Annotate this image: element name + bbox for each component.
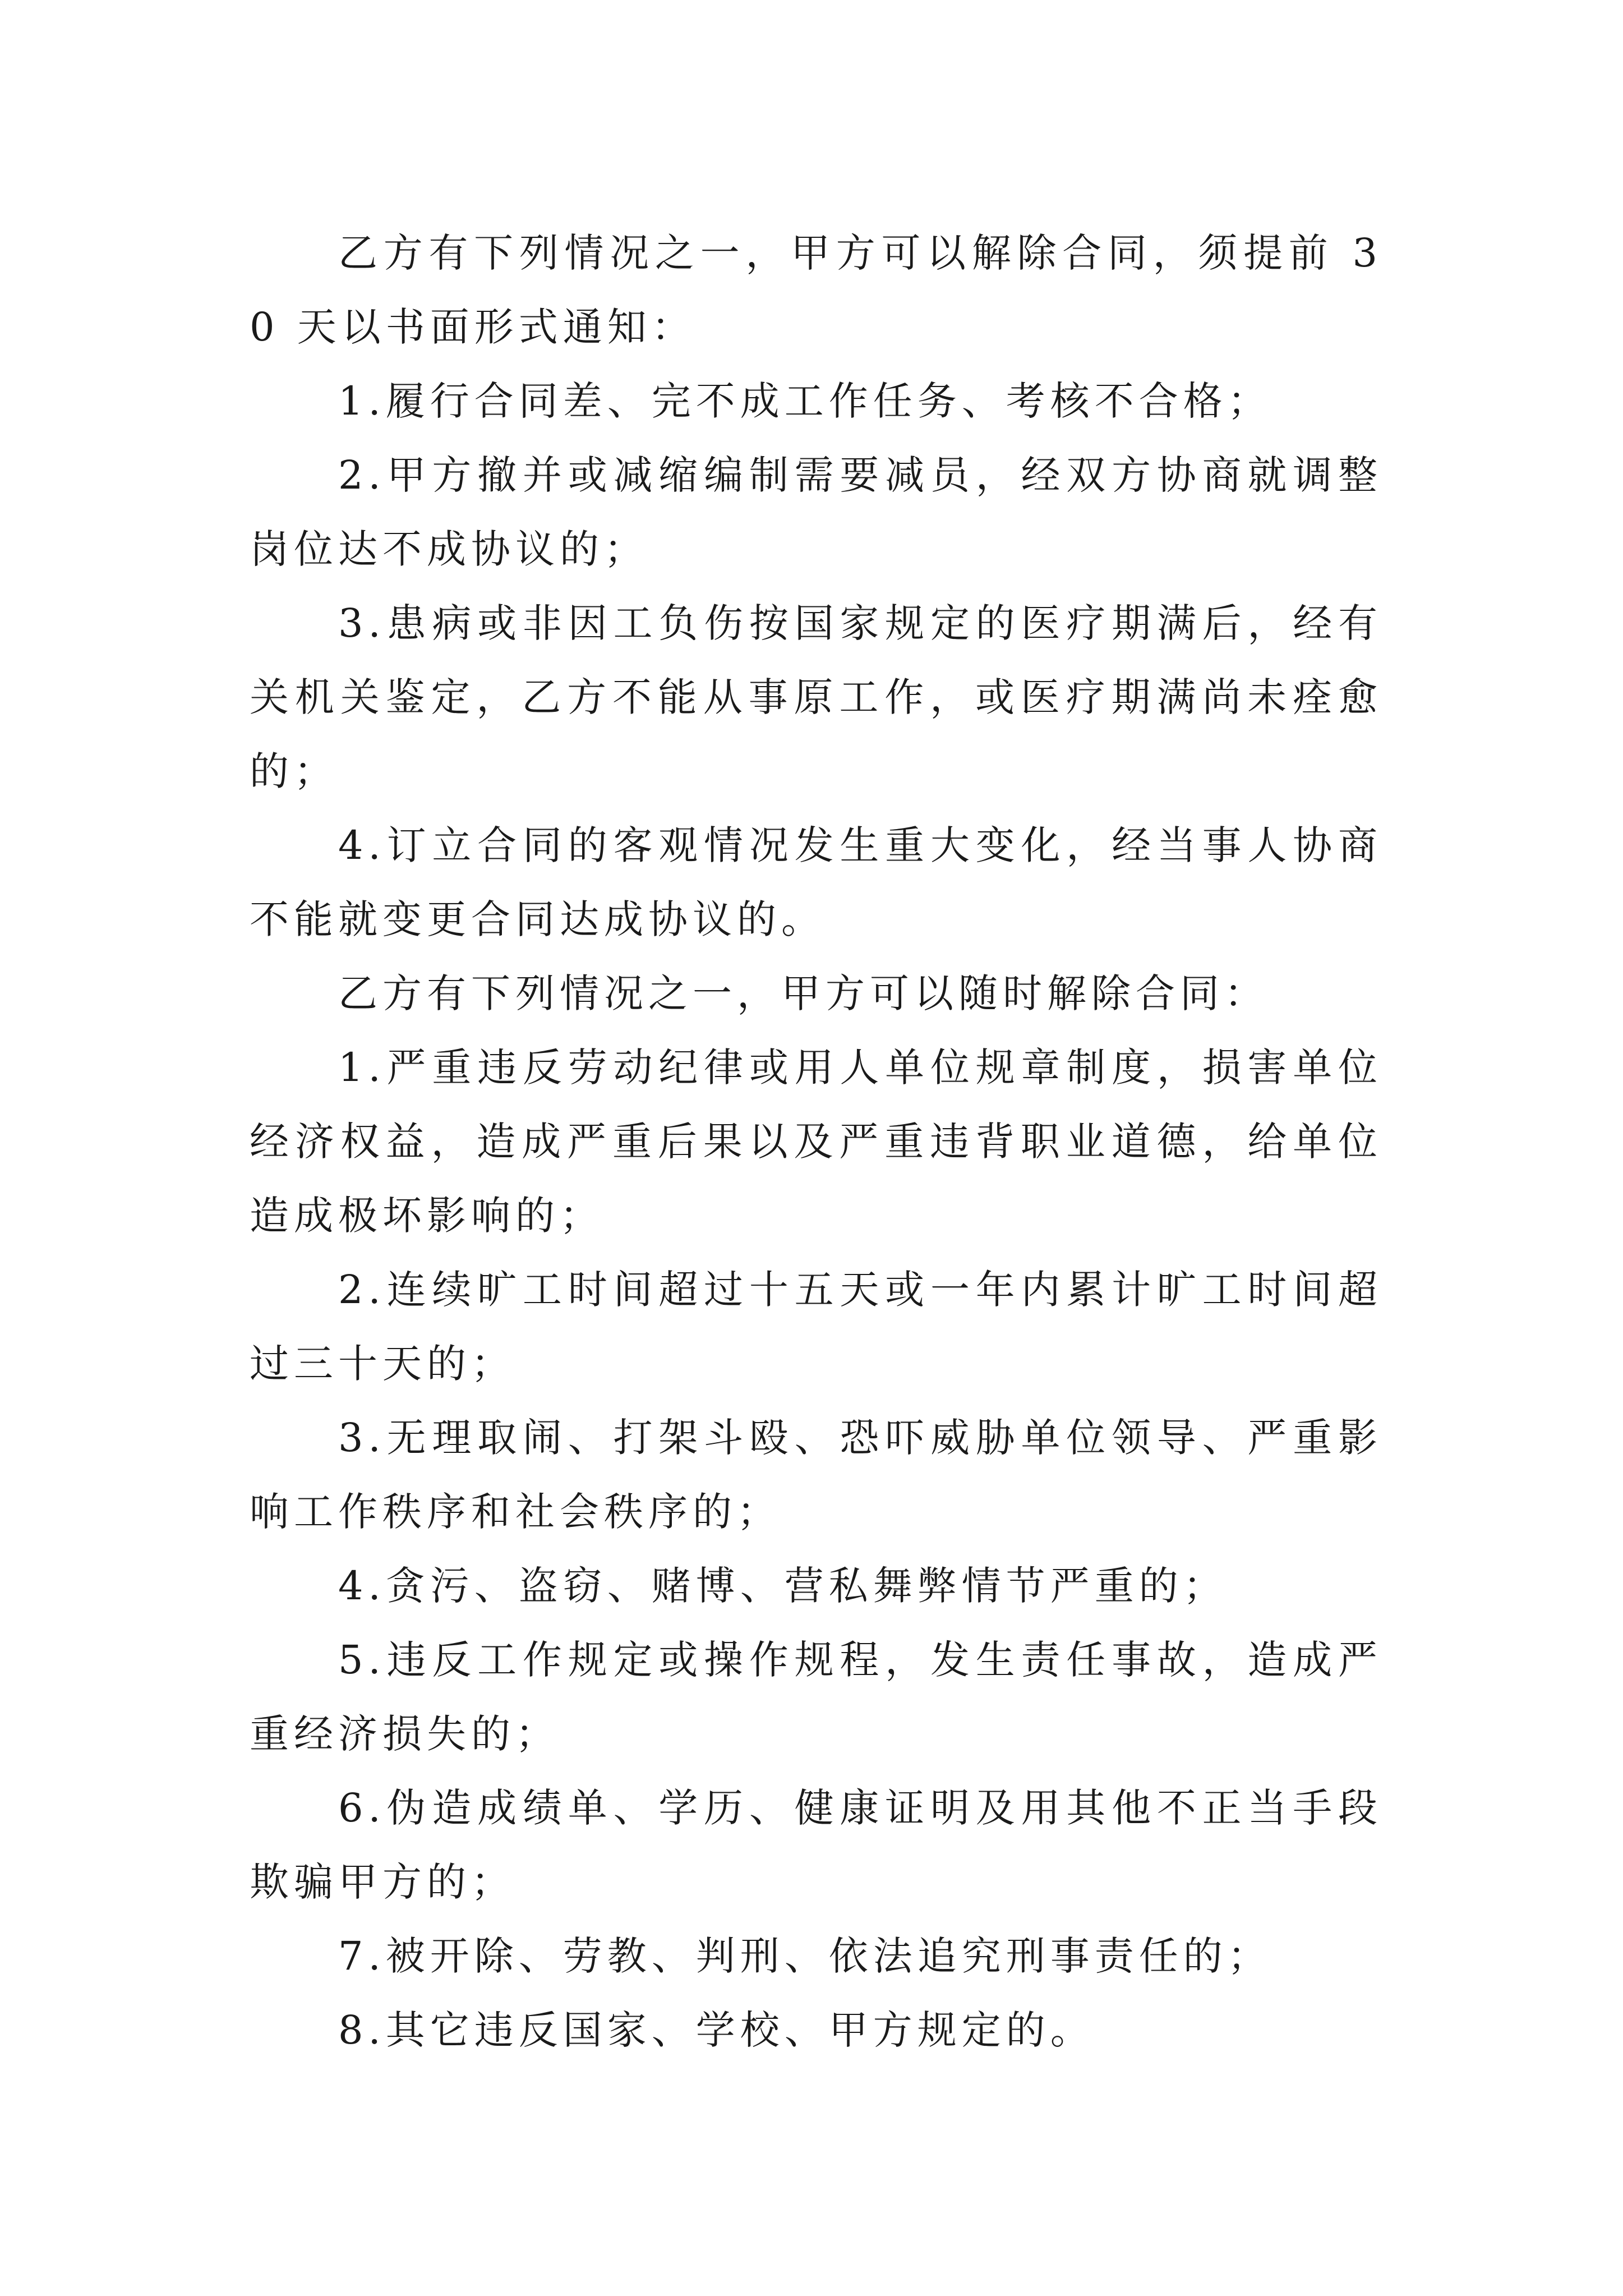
paragraph-notice-item-1: 1.履行合同差、完不成工作任务、考核不合格； <box>338 378 1272 424</box>
paragraph-immediate-item-8: 8.其它违反国家、学校、甲方规定的。 <box>338 2007 1095 2053</box>
paragraph-immediate-item-4: 4.贪污、盗窃、赌博、营私舞弊情节严重的； <box>338 1563 1228 1609</box>
document-body <box>250 216 1382 2067</box>
paragraph-notice-item-3: 3.患病或非因工负伤按国家规定的医疗期满后，经有关机关鉴定，乙方不能从事原工作，或医疗期满尚未痊愈的； <box>250 600 1382 794</box>
paragraph-notice-item-2: 2.甲方撤并或减缩编制需要减员，经双方协商就调整岗位达不成协议的； <box>250 452 1382 572</box>
paragraph-immediate-item-3: 3.无理取闹、打架斗殴、恐吓威胁单位领导、严重影响工作秩序和社会秩序的； <box>250 1415 1382 1535</box>
paragraph-immediate-item-1: 1.严重违反劳动纪律或用人单位规章制度，损害单位经济权益，造成严重后果以及严重违背职业道德，给单位造成极坏影响的； <box>250 1045 1382 1239</box>
paragraph-immediate-item-5: 5.违反工作规定或操作规程，发生责任事故，造成严重经济损失的； <box>250 1637 1382 1757</box>
paragraph-immediate-item-2: 2.连续旷工时间超过十五天或一年内累计旷工时间超过三十天的； <box>250 1267 1382 1387</box>
paragraph-immediate-item-6: 6.伪造成绩单、学历、健康证明及用其他不正当手段欺骗甲方的； <box>250 1785 1382 1905</box>
paragraph-immediate-termination-intro: 乙方有下列情况之一，甲方可以随时解除合同： <box>338 970 1269 1016</box>
paragraph-immediate-item-7: 7.被开除、劳教、判刑、依法追究刑事责任的； <box>338 1933 1272 1979</box>
paragraph-termination-with-notice-intro: 乙方有下列情况之一，甲方可以解除合同，须提前 30 天以书面形式通知： <box>250 230 1382 350</box>
paragraph-notice-item-4: 4.订立合同的客观情况发生重大变化，经当事人协商不能就变更合同达成协议的。 <box>250 822 1382 942</box>
